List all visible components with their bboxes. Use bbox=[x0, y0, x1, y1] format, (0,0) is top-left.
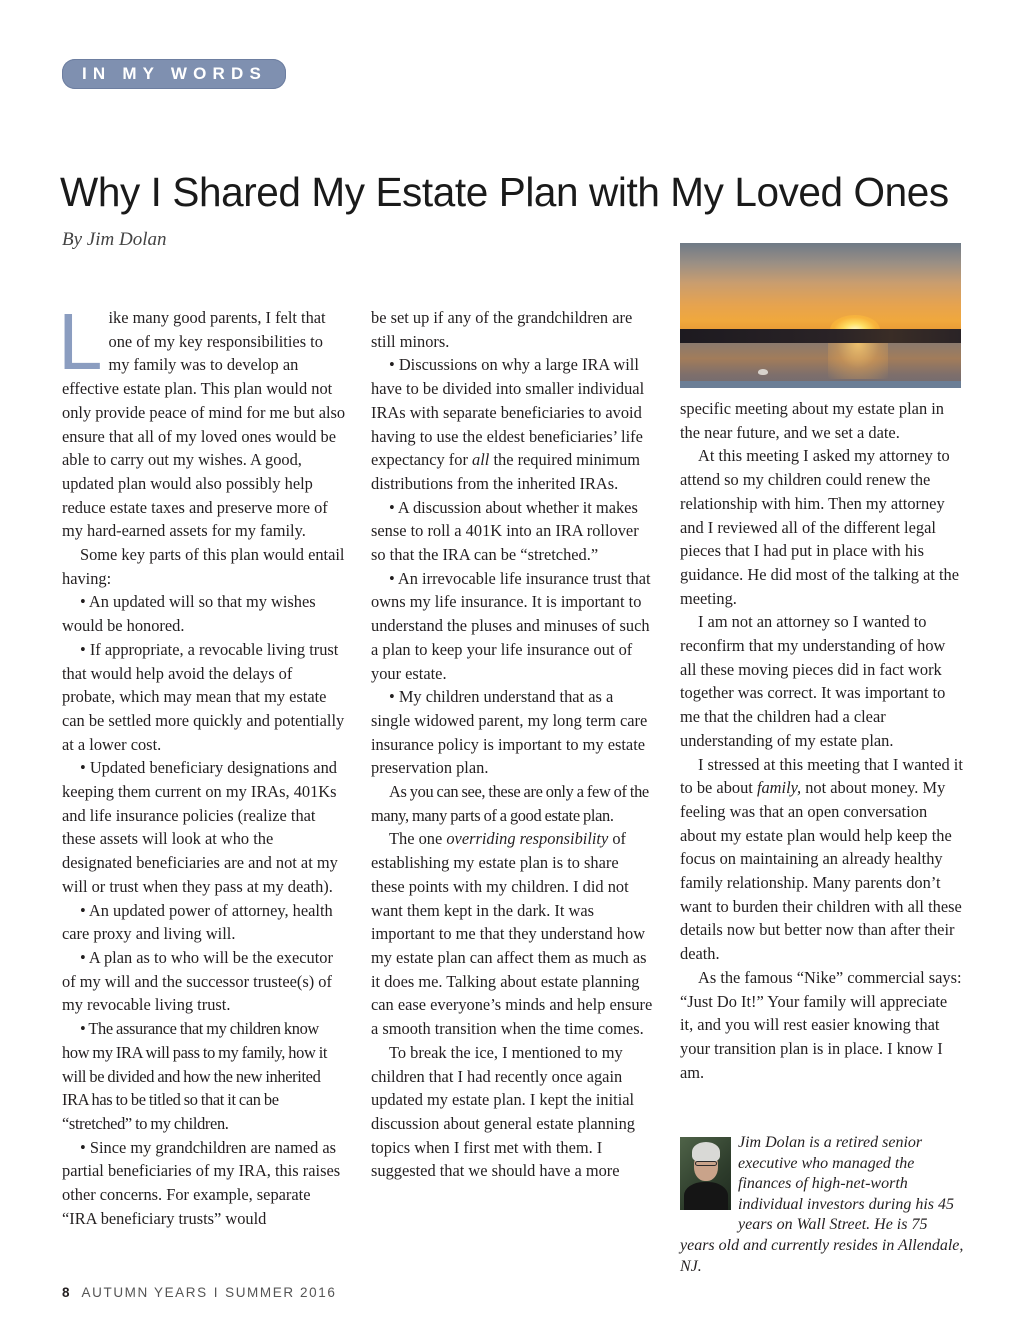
emphasis: family, bbox=[756, 778, 802, 798]
paragraph-text: I stressed at this meeting that I wanted it to be about bbox=[680, 754, 963, 798]
emphasis: overriding responsibility bbox=[446, 829, 609, 849]
bio-photo-spacer bbox=[680, 1133, 738, 1216]
paragraph: To break the ice, I mentioned to my children that I had recently once again updated my estate plan. I kept the initial discussion about general estate planning topics when I first met with them. I suggested that we should have a more bbox=[371, 1042, 636, 1181]
intro-paragraph bbox=[58, 297, 346, 543]
paragraph-text: of establishing my estate plan is to share these points with my children. I did not want them kept in the dark. It was important to me that they understand how my estate plan can affect them as much as it does me. Talking about estate planning can ease everyone’s minds and help ensure a smooth transition when the time comes. bbox=[371, 829, 653, 1039]
paragraph-text: The one bbox=[389, 829, 447, 849]
sun-reflection bbox=[828, 343, 888, 379]
bullet-item bbox=[371, 353, 655, 495]
railing bbox=[680, 381, 961, 388]
issue-date: SUMMER 2016 bbox=[225, 1285, 337, 1300]
emphasis: all bbox=[472, 450, 490, 470]
paragraph: I am not an attorney so I wanted to reconfirm that my understanding of how all these moving pieces did in fact work together was correct. It was important to me that the children had a clear understanding of my estate plan. bbox=[680, 612, 946, 750]
section-tag bbox=[62, 59, 286, 89]
sky bbox=[680, 243, 961, 343]
drop-cap: L bbox=[58, 297, 103, 386]
bullet-item: • My children understand that as a single widowed parent, my long term care insurance policy is important to my estate preservation plan. bbox=[371, 687, 648, 778]
intro-text: ike many good parents, I felt that one of my key responsibilities to my family was to develop an effective estate plan. This plan would not only provide peace of mind for me but also ensure that all of my loved ones would be able to carry out my wishes. A good, updated plan would also possibly help reduce estate taxes and preserve more of my hard-earned assets for my family. bbox=[62, 308, 346, 541]
bullet-text: the required minimum distributions from the inherited IRAs. bbox=[371, 450, 641, 493]
paragraph: At this meeting I asked my attorney to attend so my children could renew the relationship with him. Then my attorney and I reviewed all of the different legal pieces that I had put in place with his guidance. He did most of the talking at the meeting. bbox=[680, 446, 960, 608]
publication-name: AUTUMN YEARS bbox=[81, 1285, 208, 1300]
bullet-item: • A plan as to who will be the executor of my will and the successor trustee(s) of my revocable living trust. bbox=[62, 947, 333, 1015]
paragraph bbox=[680, 753, 964, 966]
seagull bbox=[758, 369, 768, 375]
bullet-item: • Since my grandchildren are named as partial beneficiaries of my IRA, this raises other concerns. For example, separate “IRA beneficiary trusts” would bbox=[62, 1137, 341, 1228]
bullet-item: • An updated will so that my wishes would be honored. bbox=[62, 592, 316, 636]
page-footer bbox=[62, 1285, 336, 1300]
paragraph-continued: be set up if any of the grandchildren are still minors. bbox=[371, 308, 633, 351]
section-tag-label: IN MY WORDS bbox=[82, 64, 268, 83]
article-title: Why I Shared My Estate Plan with My Loved Ones bbox=[60, 169, 949, 215]
bullet-item: • An irrevocable life insurance trust that owns my life insurance. It is important to understand the pluses and minuses of such a plan to keep your life insurance out of your estate. bbox=[371, 568, 651, 683]
bullet-item: • If appropriate, a revocable living trust that would help avoid the delays of probate, which may mean that my estate can be settled more quickly and potentially at a lower cost. bbox=[62, 639, 345, 754]
page-number: 8 bbox=[62, 1285, 70, 1300]
paragraph-text: not about money. My feeling was that an open conversation about my estate plan would help keep the focus on maintaining an already healthy family relationship. Many parents don’t want to burden their children with all these details now but better now than after their death. bbox=[680, 778, 962, 964]
column-3 bbox=[680, 397, 964, 1084]
bio-text: Jim Dolan is a retired senior executive who managed the finances of high-net-worth individual investors during his 45 years on Wall Street. He is 75 years old and currently resides in Allendale, NJ. bbox=[680, 1134, 964, 1275]
paragraph: As you can see, these are only a few of the many, many parts of a good estate plan. bbox=[371, 782, 649, 825]
bullet-item: • The assurance that my children know how my IRA will pass to my family, how it will be divided and how the new inherited IRA has to be titled so that it can be “stretched” to my children. bbox=[62, 1019, 328, 1133]
sunset-photo bbox=[680, 243, 961, 388]
bullet-text: • Discussions on why a large IRA will have to be divided into smaller individual IRAs with separate beneficiaries to avoid having to use the eldest beneficiaries’ life expectancy for bbox=[371, 355, 645, 470]
paragraph: As the famous “Nike” commercial says: “Just Do It!” Your family will appreciate it, and you will rest easier knowing that your transition plan is in place. I know I am. bbox=[680, 967, 962, 1082]
paragraph: Some key parts of this plan would entail having: bbox=[62, 545, 345, 588]
paragraph bbox=[371, 827, 655, 1040]
bullet-item: • Updated beneficiary designations and keeping them current on my IRAs, 401Ks and life insurance policies (realize that these assets will look at who the designated beneficiaries are and not at my will or trust when they pass at my death). bbox=[62, 758, 338, 896]
shoreline bbox=[680, 329, 961, 343]
author-bio bbox=[680, 1133, 964, 1277]
column-1 bbox=[58, 297, 346, 1230]
column-2 bbox=[371, 306, 655, 1183]
bullet-item: • An updated power of attorney, health care proxy and living will. bbox=[62, 900, 333, 944]
paragraph-continued: specific meeting about my estate plan in the near future, and we set a date. bbox=[680, 399, 944, 442]
byline: By Jim Dolan bbox=[62, 229, 167, 250]
bullet-item: • A discussion about whether it makes sense to roll a 401K into an IRA rollover so that the IRA can be “stretched.” bbox=[371, 497, 639, 565]
footer-separator: I bbox=[213, 1285, 220, 1300]
